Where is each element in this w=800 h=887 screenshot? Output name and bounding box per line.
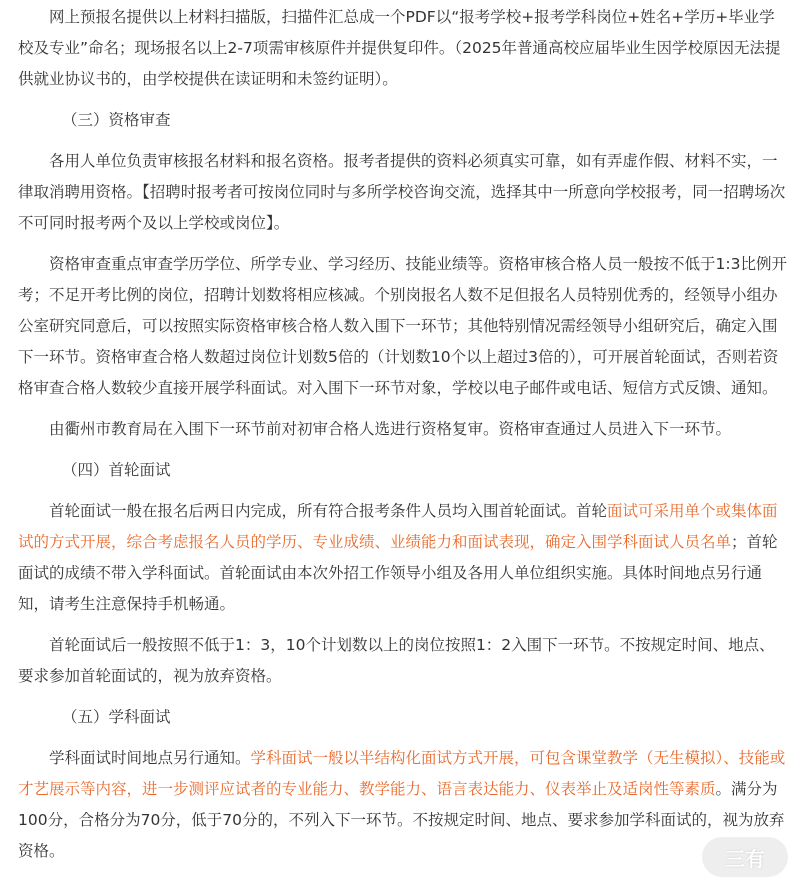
section-heading-subject-interview: （五）学科面试 [62, 708, 171, 726]
qualification-paragraph-1: 各用人单位负责审核报名材料和报名资格。报考者提供的资料必须真实可靠，如有弄虚作假、材料不实，一律取消聘用资格。【招聘时报考者可按岗位同时与多所学校咨询交流，选择其中一所意向学校报考，同一招聘场次不可同时报考两个及以上学校或岗位】。 [18, 152, 786, 232]
materials-paragraph: 网上预报名提供以上材料扫描版，扫描件汇总成一个PDF以“报考学校+报考学科岗位+姓名+学历+毕业学校及专业”命名；现场报名以上2-7项需审核原件并提供复印件。（2025年普通高校应届毕业生因学校原因无法提供就业协议书的，由学校提供在读证明和未签约证明）。 [18, 8, 781, 88]
section-heading-first-interview: （四）首轮面试 [62, 461, 171, 479]
spacer [0, 95, 800, 105]
spacer [0, 486, 800, 496]
fab-label: 三有 [725, 848, 765, 871]
spacer [0, 404, 800, 414]
first-interview-paragraph-1 [0, 496, 800, 620]
spacer [0, 692, 800, 702]
spacer [0, 733, 800, 743]
floating-action-button[interactable] [702, 837, 788, 877]
highlighted-text: 学科面试一般以半结构化面试方式开展，可包含课堂教学（无生模拟）、技能或才艺展示等内容，进一步测评应试者的专业能力、教学能力、语言表达能力、仪表举止及适岗性等素质 [18, 749, 786, 798]
text-run: 学科面试时间地点另行通知。 [49, 749, 251, 767]
first-interview-paragraph-2: 首轮面试后一般按照不低于1：3，10个计划数以上的岗位按照1：2入围下一环节。不按规定时间、地点、要求参加首轮面试的，视为放弃资格。 [18, 636, 775, 685]
spacer [0, 239, 800, 249]
section-heading-qualification: （三）资格审查 [62, 111, 171, 129]
highlighted-text: 面试可采用单个或集体面试的方式开展，综合考虑报名人员的学历、专业成绩、业绩能力和面试表现，确定入围学科面试人员名单 [18, 502, 778, 551]
spacer [0, 620, 800, 630]
spacer [0, 136, 800, 146]
text-run: 。满分为100分，合格分为70分，低于70分的，不列入下一环节。不按规定时间、地点、要求参加学科面试的，视为放弃资格。 [18, 780, 785, 860]
text-run: 首轮面试一般在报名后两日内完成，所有符合报考条件人员均入围首轮面试。首轮 [49, 502, 608, 520]
qualification-paragraph-2: 资格审查重点审查学历学位、所学专业、学习经历、技能业绩等。资格审核合格人员一般按不低于1:3比例开考；不足开考比例的岗位，招聘计划数将相应核减。个别岗报名人数不足但报名人员特别优秀的，经领导小组办公室研究同意后，可以按照实际资格审核合格人数入围下一环节；其他特别情况需经领导小组研究后，确定入围下一环节。资格审查合格人数超过岗位计划数5倍的（计划数10个以上超过3倍的），可开展首轮面试，否则若资格审查合格人数较少直接开展学科面试。对入围下一环节对象，学校以电子邮件或电话、短信方式反馈、通知。 [18, 255, 787, 397]
qualification-paragraph-3: 由衢州市教育局在入围下一环节前对初审合格人选进行资格复审。资格审查通过人员进入下一环节。 [49, 420, 732, 438]
text-run: ；首轮面试的成绩不带入学科面试。首轮面试由本次外招工作领导小组及各用人单位组织实施。具体时间地点另行通知，请考生注意保持手机畅通。 [18, 533, 778, 613]
spacer [0, 445, 800, 455]
subject-interview-paragraph [0, 743, 800, 867]
